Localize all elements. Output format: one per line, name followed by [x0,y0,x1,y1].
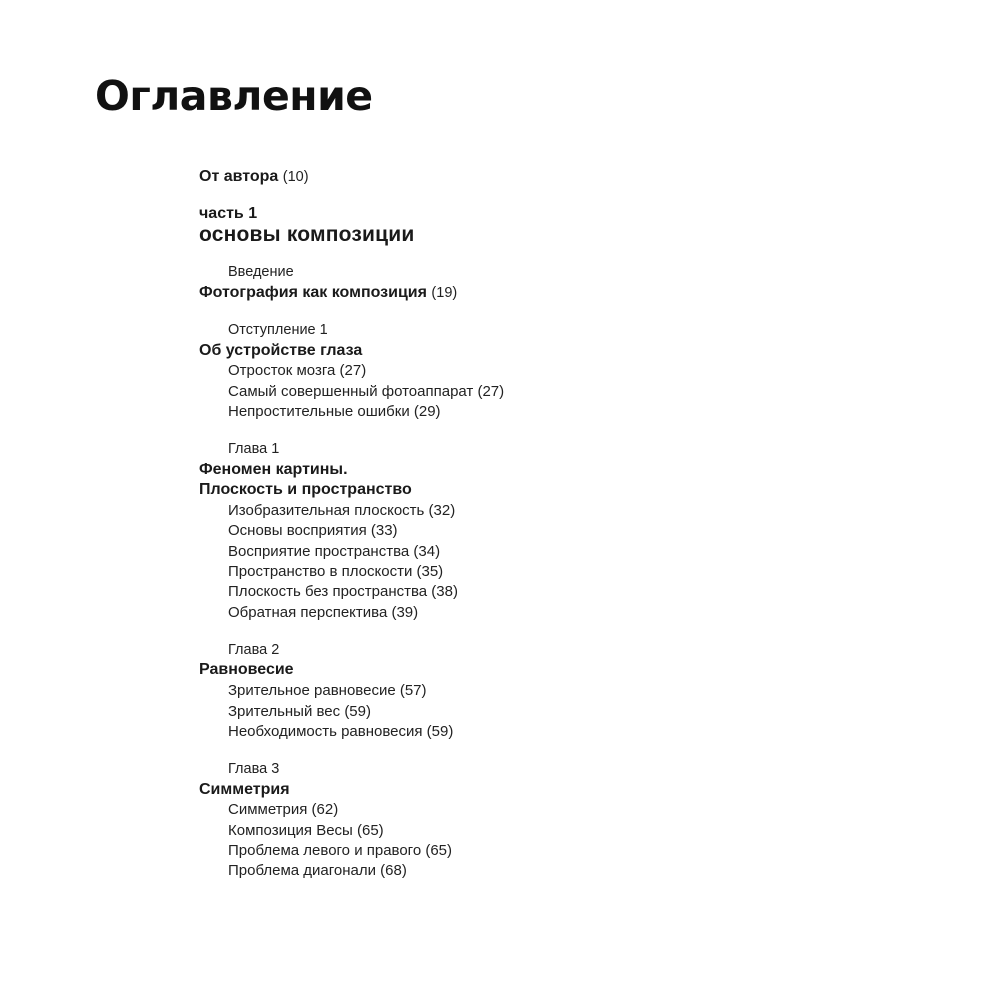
toc-entry-chapter3[interactable]: Симметрия [199,781,290,798]
toc-subentry[interactable]: Зрительный вес (59) [228,703,371,720]
toc-entry-chapter1-line2[interactable]: Плоскость и пространство [199,481,412,498]
toc-entry-digression[interactable]: Об устройстве глаза [199,342,363,359]
toc-subentry[interactable]: Необходимость равновесия (59) [228,723,454,740]
toc-subentry[interactable]: Плоскость без пространства (38) [228,583,458,600]
toc-entry-title: Фотография как композиция [199,284,427,301]
toc-subentry[interactable]: Восприятие пространства (34) [228,543,441,560]
toc-entry-chapter2[interactable]: Равновесие [199,661,294,678]
section-label-chapter3: Глава 3 [228,761,280,777]
section-label-digression: Отступление 1 [228,322,328,338]
part-label: часть 1 [199,205,258,222]
page-title: Оглавление [95,72,373,120]
toc-subentry[interactable]: Непростительные ошибки (29) [228,403,441,420]
toc-subentry[interactable]: Симметрия (62) [228,801,339,818]
toc-page-number: (10) [282,169,309,185]
section-label-chapter2: Глава 2 [228,642,280,658]
toc-subentry[interactable]: Зрительное равновесие (57) [228,682,427,699]
toc-entry-intro[interactable] [199,284,457,302]
toc-entry-title: От автора [199,168,279,185]
toc-subentry[interactable]: Проблема левого и правого (65) [228,842,453,859]
section-label-chapter1: Глава 1 [228,441,280,457]
toc-subentry[interactable]: Основы восприятия (33) [228,522,398,539]
section-label-intro: Введение [228,264,294,280]
toc-subentry[interactable]: Самый совершенный фотоаппарат (27) [228,383,505,400]
toc-subentry[interactable]: Обратная перспектива (39) [228,604,419,621]
toc-subentry[interactable]: Изобразительная плоскость (32) [228,502,456,519]
toc-subentry[interactable]: Пространство в плоскости (35) [228,563,444,580]
toc-page-number: (19) [431,285,458,301]
toc-entry-author-note[interactable] [199,168,309,186]
toc-subentry[interactable]: Отросток мозга (27) [228,362,367,379]
toc-subentry[interactable]: Проблема диагонали (68) [228,862,407,879]
toc-subentry[interactable]: Композиция Весы (65) [228,822,384,839]
part-title: основы композиции [199,223,415,246]
toc-entry-chapter1-line1[interactable]: Феномен картины. [199,461,348,478]
